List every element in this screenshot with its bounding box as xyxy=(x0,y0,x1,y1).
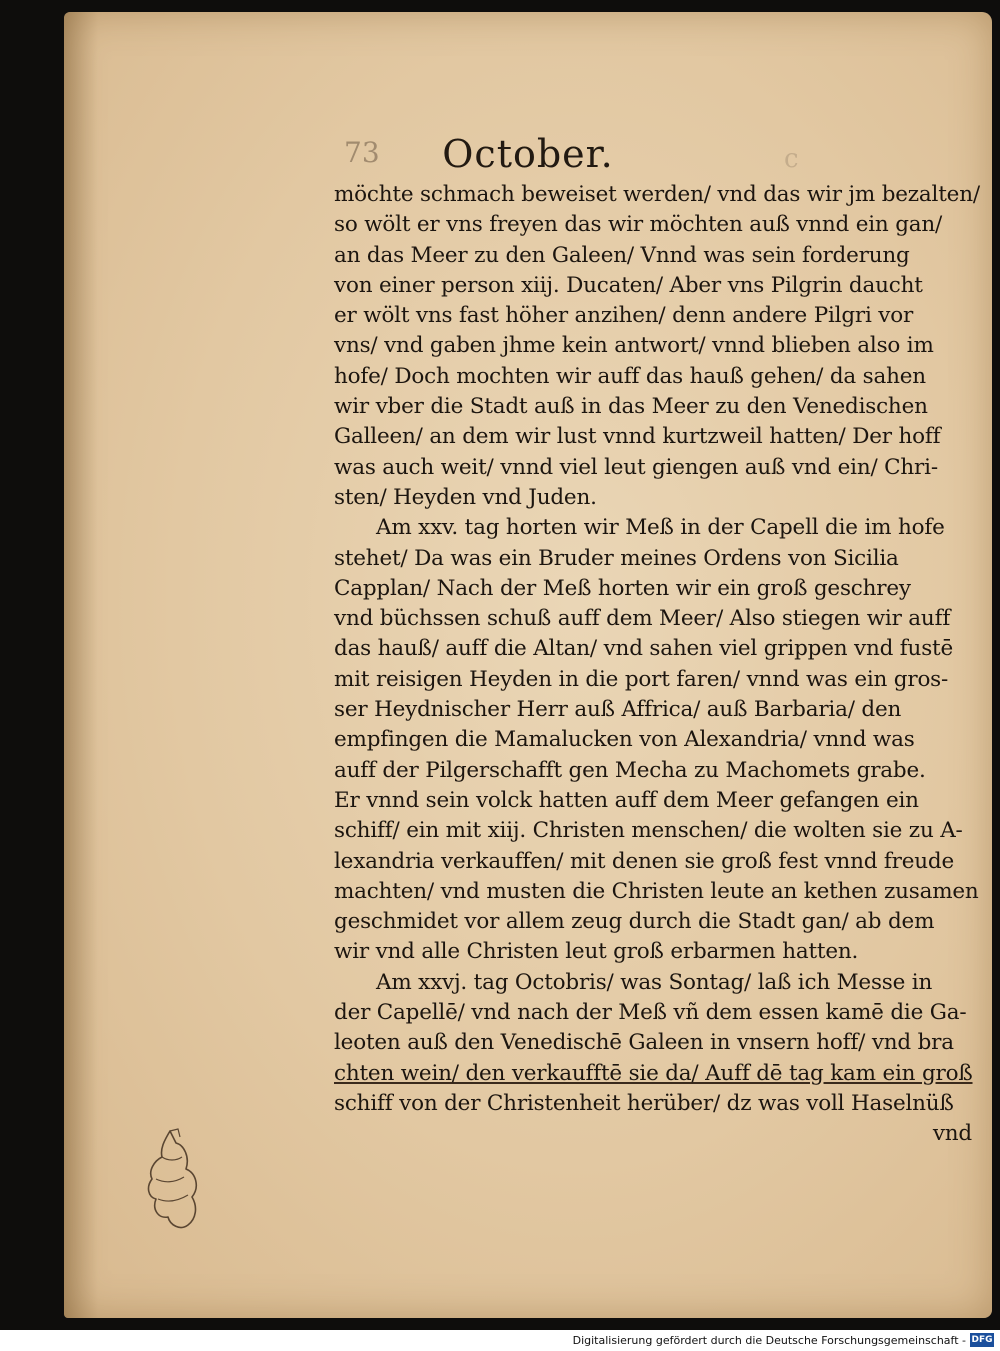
text-line: vns/ vnd gaben jhme kein antwort/ vnnd blieben also im xyxy=(334,333,934,359)
text-line: lexandria verkauffen/ mit denen sie groß fest vnnd freude xyxy=(334,848,955,874)
text-line: von einer person xiij. Ducaten/ Aber vns Pilgrin daucht xyxy=(334,272,923,298)
folio-number: 73 xyxy=(344,136,380,169)
text-line: so wölt er vns freyen das wir möchten auß vnnd ein gan/ xyxy=(334,212,943,238)
paragraph-start-line: Am xxv. tag horten wir Meß in der Capell die im hofe xyxy=(376,515,945,541)
text-line: ser Heydnischer Herr auß Affrica/ auß Barbaria/ den xyxy=(334,697,902,723)
running-head: October. xyxy=(442,132,614,176)
funding-credit: Digitalisierung gefördert durch die Deutsche Forschungsgemeinschaft - xyxy=(572,1334,966,1347)
text-line: schiff/ ein mit xiij. Christen menschen/ die wolten sie zu A- xyxy=(334,818,963,844)
text-line: Capplan/ Nach der Meß horten wir ein groß geschrey xyxy=(334,575,911,601)
text-line: das hauß/ auff die Altan/ vnd sahen viel grippen vnd fustē xyxy=(334,636,953,662)
text-line: mit reisigen Heyden in die port faren/ vnnd was ein gros- xyxy=(334,666,949,692)
text-line: geschmidet vor allem zeug durch die Stadt gan/ ab dem xyxy=(334,909,935,935)
text-line: was auch weit/ vnnd viel leut giengen auß vnd ein/ Chri- xyxy=(334,454,938,480)
manicule-hand-icon xyxy=(140,1127,204,1235)
text-line: wir vnd alle Christen leut groß erbarmen hatten. xyxy=(334,939,859,965)
catchword: vnd xyxy=(932,1121,972,1147)
text-line: wir vber die Stadt auß in das Meer zu den Venedischen xyxy=(334,394,928,420)
text-line: machten/ vnd musten die Christen leute an kethen zusamen xyxy=(334,878,979,904)
text-line: hofe/ Doch mochten wir auff das hauß gehen/ da sahen xyxy=(334,363,926,389)
text-line: sten/ Heyden vnd Juden. xyxy=(334,484,597,510)
text-line: stehet/ Da was ein Bruder meines Ordens von Sicilia xyxy=(334,545,899,571)
text-line: schiff von der Christenheit herüber/ dz was voll Haselnüß xyxy=(334,1090,954,1116)
text-line: Er vnnd sein volck hatten auff dem Meer gefangen ein xyxy=(334,787,919,813)
text-line-underlined: chten wein/ den verkaufftē sie da/ Auff dē tag kam ein groß xyxy=(334,1060,973,1086)
body-text xyxy=(334,180,980,1150)
dfg-logo: DFG xyxy=(971,1335,993,1345)
text-line: vnd büchssen schuß auff dem Meer/ Also stiegen wir auff xyxy=(334,606,951,632)
text-line: Galleen/ an dem wir lust vnnd kurtzweil hatten/ Der hoff xyxy=(334,424,941,450)
text-line: möchte schmach beweiset werden/ vnd das wir jm bezalten/ xyxy=(334,182,980,207)
text-line: der Capellē/ vnd nach der Meß vñ dem essen kamē die Ga- xyxy=(334,1000,967,1026)
bleed-through-mark: c xyxy=(784,144,799,174)
text-line: leoten auß den Venedischē Galeen in vnsern hoff/ vnd bra xyxy=(334,1030,954,1056)
text-line: er wölt vns fast höher anzihen/ denn andere Pilgri vor xyxy=(334,303,914,329)
paragraph-start-line: Am xxvj. tag Octobris/ was Sontag/ laß ich Messe in xyxy=(376,969,933,995)
text-line: auff der Pilgerschafft gen Mecha zu Machomets grabe. xyxy=(334,757,926,783)
text-line: an das Meer zu den Galeen/ Vnnd was sein forderung xyxy=(334,242,910,268)
book-page xyxy=(64,12,992,1318)
text-line: empfingen die Mamalucken von Alexandria/ vnnd was xyxy=(334,727,915,753)
